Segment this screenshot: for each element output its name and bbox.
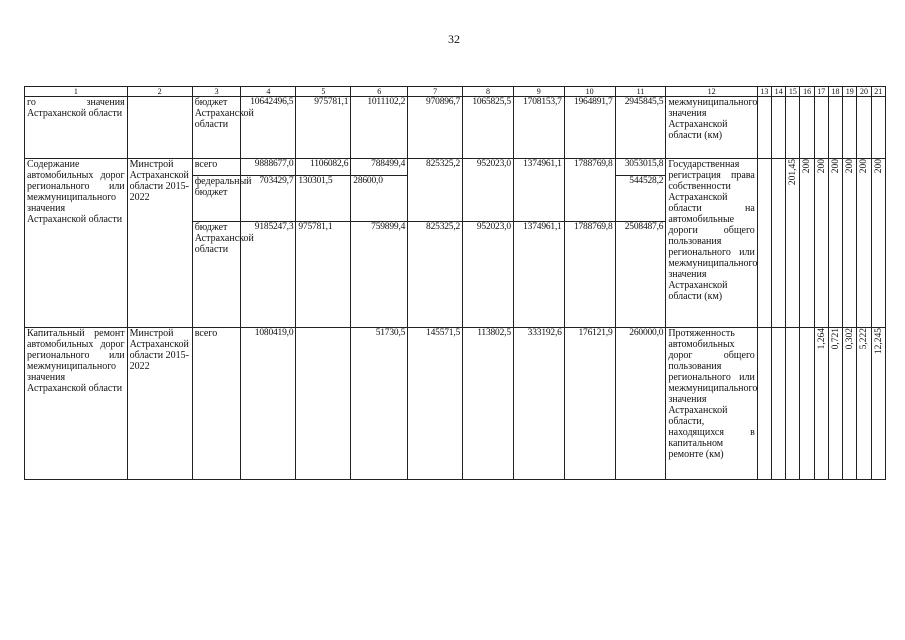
target-cell (800, 328, 814, 480)
col-header: 8 (463, 87, 514, 97)
col-header: 5 (296, 87, 351, 97)
target-cell (757, 159, 771, 328)
target-value: 0,302 (845, 328, 856, 350)
value-cell: 2508487,6 (615, 222, 666, 328)
value-cell: 788499,4 (351, 159, 408, 176)
target-cell (757, 97, 771, 159)
value-cell: 975781,1 (296, 97, 351, 159)
col-header: 16 (800, 87, 814, 97)
value-cell: 1374961,1 (513, 222, 564, 328)
target-value: 5,222 (859, 328, 870, 350)
col-header: 3 (192, 87, 241, 97)
target-cell (757, 328, 771, 480)
value-cell: 1011102,2 (351, 97, 408, 159)
target-value: 201,45 (788, 159, 799, 186)
page-number: 32 (448, 32, 460, 46)
target-cell (871, 328, 885, 480)
funding-source: бюджет Астраханской области (192, 97, 241, 159)
target-cell (800, 97, 814, 159)
target-cell (857, 328, 871, 480)
value-cell: 952023,0 (463, 159, 514, 176)
target-value: 200 (816, 159, 827, 174)
value-cell: 825325,2 (408, 222, 463, 328)
executor-cell: Минстрой Астраханской области 2015-2022 (127, 328, 192, 480)
value-cell: 975781,1 (296, 222, 351, 328)
col-header: 18 (828, 87, 842, 97)
executor-cell (127, 97, 192, 159)
indicator-cell: Протяженность автомобильных дорог общего пользования регионального или межмуниципального значения Астраханской области, находящихся в капитальном ремонте (км) (666, 328, 757, 480)
value-cell: 1708153,7 (513, 97, 564, 159)
target-cell (857, 97, 871, 159)
target-cell (857, 159, 871, 328)
target-value: 200 (802, 159, 813, 174)
value-cell: 1065825,5 (463, 97, 514, 159)
col-header: 1 (25, 87, 128, 97)
indicator-cell: Государственная регистрация права собственности Астраханской области на автомобильные дороги общего пользования регионального или межмуниципального значения Астраханской области (км) (666, 159, 757, 328)
activity-name: Капитальный ремонт автомобильных дорог регионального или межмуниципального значения Астраханской области (25, 328, 128, 480)
value-cell: 970896,7 (408, 97, 463, 159)
col-header: 20 (857, 87, 871, 97)
value-cell: 1788769,8 (564, 222, 615, 328)
funding-source: федеральный бюджет (192, 176, 241, 222)
value-cell: 544528,2 (615, 176, 666, 222)
target-cell (786, 328, 800, 480)
col-header: 19 (843, 87, 857, 97)
value-cell: 952023,0 (463, 222, 514, 328)
table-row (25, 97, 886, 159)
col-header: 15 (786, 87, 800, 97)
target-cell (843, 97, 857, 159)
value-cell: 333192,6 (513, 328, 564, 480)
target-cell (800, 159, 814, 328)
value-cell: 1106082,6 (296, 159, 351, 176)
value-cell: 9185247,3 (241, 222, 296, 328)
target-cell (828, 97, 842, 159)
target-cell (843, 328, 857, 480)
col-header: 21 (871, 87, 885, 97)
target-cell (843, 159, 857, 328)
col-header: 17 (814, 87, 828, 97)
value-cell: 9888677,0 (241, 159, 296, 176)
col-header: 9 (513, 87, 564, 97)
value-cell: 145571,5 (408, 328, 463, 480)
indicator-cell: межмуниципального значения Астраханской области (км) (666, 97, 757, 159)
value-cell (296, 328, 351, 480)
col-header: 7 (408, 87, 463, 97)
target-cell (772, 97, 786, 159)
target-cell (786, 97, 800, 159)
target-value: 200 (845, 159, 856, 174)
value-cell (463, 176, 514, 222)
col-header: 13 (757, 87, 771, 97)
activity-name: Содержание автомобильных дорог регионального или межмуниципального значения Астраханской области (25, 159, 128, 328)
col-header: 2 (127, 87, 192, 97)
target-cell (871, 97, 885, 159)
target-value: 200 (830, 159, 841, 174)
value-cell: 10642496,5 (241, 97, 296, 159)
value-cell: 759899,4 (351, 222, 408, 328)
funding-source: всего (192, 159, 241, 176)
value-cell: 130301,5 (296, 176, 351, 222)
value-cell: 1080419,0 (241, 328, 296, 480)
value-cell: 113802,5 (463, 328, 514, 480)
value-cell: 825325,2 (408, 159, 463, 176)
program-table (24, 86, 886, 480)
col-header: 12 (666, 87, 757, 97)
value-cell (513, 176, 564, 222)
target-value: 0,721 (830, 328, 841, 350)
target-cell (772, 159, 786, 328)
value-cell (408, 176, 463, 222)
col-header: 4 (241, 87, 296, 97)
value-cell: 260000,0 (615, 328, 666, 480)
executor-cell: Минстрой Астраханской области 2015-2022 (127, 159, 192, 328)
target-cell (786, 159, 800, 328)
target-cell (828, 328, 842, 480)
value-cell: 1964891,7 (564, 97, 615, 159)
value-cell: 1374961,1 (513, 159, 564, 176)
value-cell: 176121,9 (564, 328, 615, 480)
value-cell: 703429,7 (241, 176, 296, 222)
value-cell: 28600,0 (351, 176, 408, 222)
col-header: 14 (772, 87, 786, 97)
value-cell: 1788769,8 (564, 159, 615, 176)
header-row (25, 87, 886, 97)
table-row (25, 328, 886, 480)
col-header: 11 (615, 87, 666, 97)
target-cell (871, 159, 885, 328)
target-value: 12,245 (873, 328, 884, 355)
value-cell: 51730,5 (351, 328, 408, 480)
value-cell: 2945845,5 (615, 97, 666, 159)
target-cell (814, 328, 828, 480)
target-value: 200 (859, 159, 870, 174)
activity-name: го значения Астраханской области (25, 97, 128, 159)
target-cell (828, 159, 842, 328)
funding-source: бюджет Астраханской области (192, 222, 241, 328)
value-cell: 3053015,8 (615, 159, 666, 176)
target-cell (814, 97, 828, 159)
target-cell (772, 328, 786, 480)
col-header: 10 (564, 87, 615, 97)
target-cell (814, 159, 828, 328)
col-header: 6 (351, 87, 408, 97)
value-cell (564, 176, 615, 222)
funding-source: всего (192, 328, 241, 480)
table-row (25, 159, 886, 176)
target-value: 1,264 (816, 328, 827, 350)
target-value: 200 (873, 159, 884, 174)
